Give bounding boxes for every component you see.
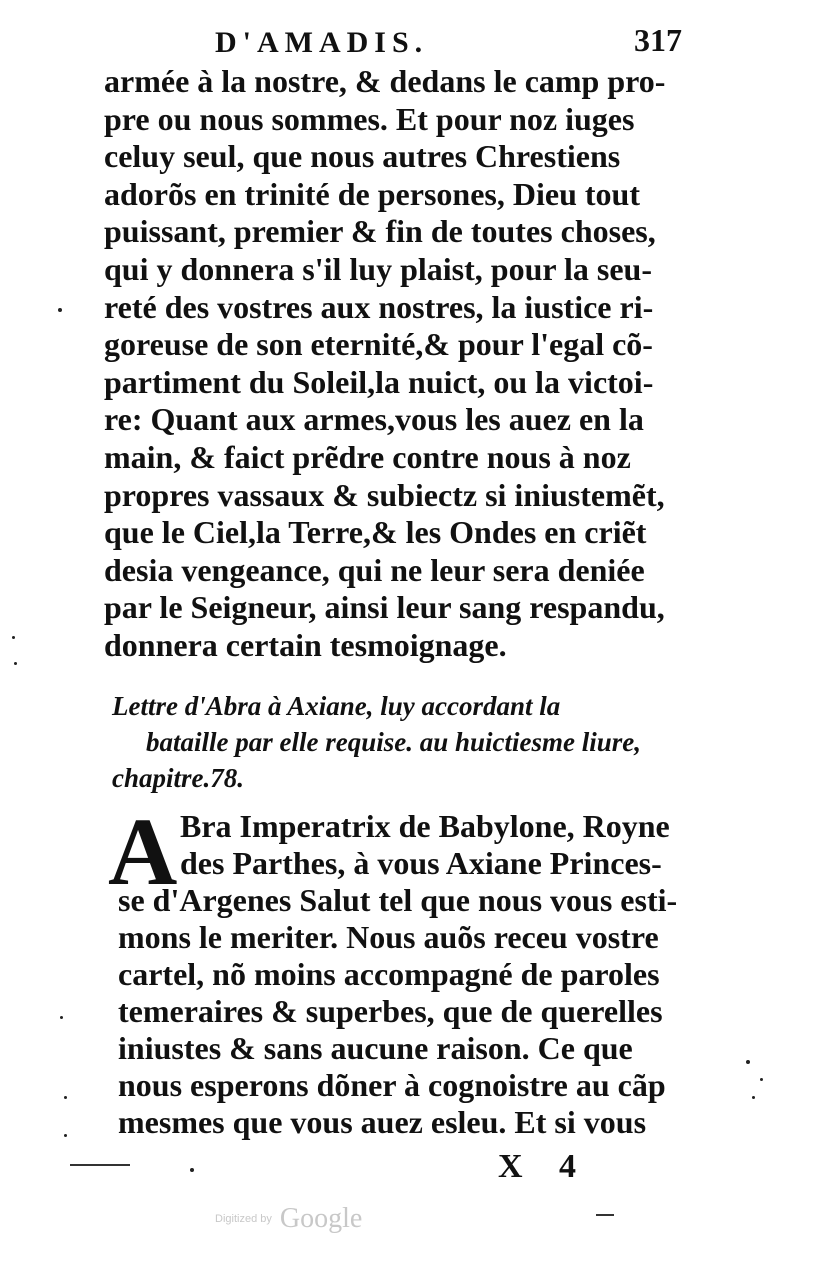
page-number: 317 [634,22,682,58]
text-line: main, & faict prẽdre contre nous à noz [104,438,631,475]
heading-line: Lettre d'Abra à Axiane, luy accordant la [112,691,561,721]
scan-speck [64,1096,67,1099]
letter-text [108,798,698,1148]
scan-speck [64,1134,67,1137]
scan-speck [760,1078,763,1081]
scan-speck [746,1060,750,1064]
text-line: reté des vostres aux nostres, la iustice ri- [104,288,654,325]
scan-speck [14,662,17,665]
text-line: donnera certain tesmoignage. [104,626,507,663]
body-text [104,63,689,665]
text-line: nous esperons dõner à cognoistre au cãp [118,1067,666,1103]
heading-line: chapitre.78. [112,763,244,793]
text-line: qui y donnera s'il luy plaist, pour la seu- [104,250,652,287]
digitized-watermark [215,1203,362,1235]
scan-mark [596,1214,614,1216]
heading-line: bataille par elle requise. au huictiesme liure, [146,727,641,757]
scan-speck [190,1168,194,1172]
scan-speck [60,1016,63,1019]
text-line: propres vassaux & subiectz si iniustemẽt, [104,476,665,513]
text-line: adorõs en trinité de persones, Dieu tout [104,175,640,212]
text-line: partiment du Soleil,la nuict, ou la victoi- [104,363,654,400]
text-line: que le Ciel,la Terre,& les Ondes en criẽt [104,514,647,551]
scan-speck [58,308,62,312]
text-line: goreuse de son eternité,& pour l'egal cõ- [104,326,653,363]
text-line: desia vengeance, qui ne leur sera deniée [104,551,645,588]
text-line: cartel, nõ moins accompagné de paroles [118,956,660,992]
drop-cap: A [108,798,178,905]
text-line: par le Seigneur, ainsi leur sang respandu, [104,589,665,626]
letter-heading [112,688,692,796]
text-line: temeraires & superbes, que de querelles [118,993,663,1029]
scan-speck [752,1096,755,1099]
text-line: iniustes & sans aucune raison. Ce que [118,1030,633,1066]
text-line: mons le meriter. Nous auõs receu vostre [118,919,659,955]
text-line: mesmes que vous auez esleu. Et si vous [118,1104,647,1140]
scan-speck [12,636,15,639]
text-line: celuy seul, que nous autres Chrestiens [104,138,621,175]
signature-mark: X 4 [498,1148,591,1185]
text-line: re: Quant aux armes,vous les auez en la [104,401,644,438]
scan-mark [70,1164,130,1166]
text-line: armée à la nostre, & dedans le camp pro- [104,63,666,99]
watermark-prefix: Digitized by [215,1213,272,1225]
page-header [215,22,690,66]
text-line: des Parthes, à vous Axiane Princes- [180,845,662,881]
running-head: D'AMADIS. [215,26,429,59]
text-line: pre ou nous sommes. Et pour noz iuges [104,100,635,137]
text-line: Bra Imperatrix de Babylone, Royne [180,808,670,844]
text-line: puissant, premier & fin de toutes choses, [104,213,656,250]
text-line: se d'Argenes Salut tel que nous vous esti- [118,882,678,918]
google-logo: Google [279,1203,363,1234]
